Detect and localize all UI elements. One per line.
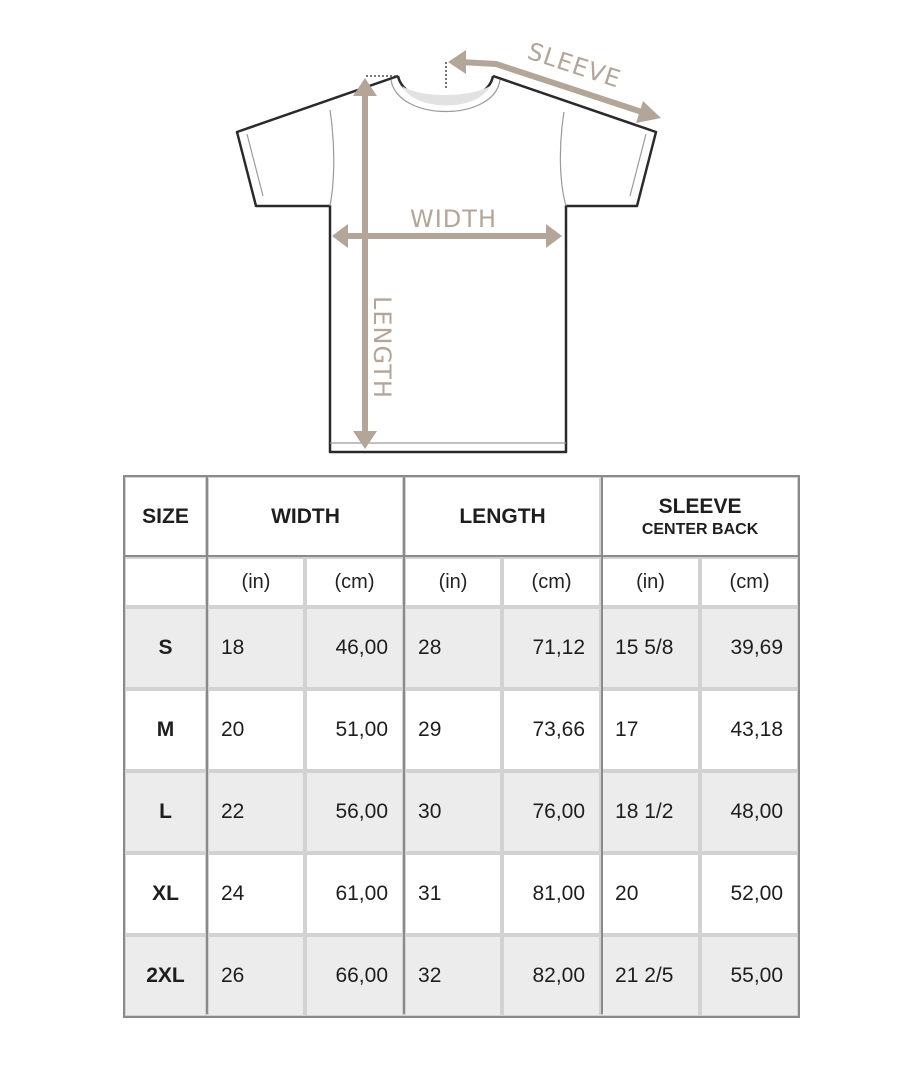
length-cm-cell: 71,12 (502, 607, 601, 689)
width-arrowhead-left (332, 224, 348, 248)
width-in-cell: 24 (207, 853, 305, 935)
sleeve-cm-cell: 43,18 (700, 689, 799, 771)
sleeve-label: SLEEVE (524, 37, 625, 94)
width-arrowhead-right (546, 224, 562, 248)
length-in-cell: 31 (404, 853, 502, 935)
table-row (124, 935, 799, 1017)
seam-left (330, 110, 334, 206)
sleeve-hem-right (630, 134, 646, 196)
header-width: WIDTH (207, 476, 404, 557)
length-in-cell: 28 (404, 607, 502, 689)
width-in-cell: 18 (207, 607, 305, 689)
unit-cm: (cm) (305, 557, 404, 607)
sleeve-in-cell: 20 (601, 853, 700, 935)
size-cell: M (124, 689, 207, 771)
sleeve-cm-cell: 39,69 (700, 607, 799, 689)
units-row (124, 557, 799, 607)
unit-cm: (cm) (502, 557, 601, 607)
table-row (124, 689, 799, 771)
length-cm-cell: 82,00 (502, 935, 601, 1017)
length-in-cell: 32 (404, 935, 502, 1017)
width-cm-cell: 46,00 (305, 607, 404, 689)
header-sleeve (601, 476, 799, 557)
width-in-cell: 26 (207, 935, 305, 1017)
size-cell: L (124, 771, 207, 853)
size-cell: S (124, 607, 207, 689)
length-in-cell: 29 (404, 689, 502, 771)
header-row (124, 476, 799, 557)
unit-cm: (cm) (700, 557, 799, 607)
width-in-cell: 20 (207, 689, 305, 771)
header-length: LENGTH (404, 476, 601, 557)
sleeve-hem-left (247, 134, 263, 196)
width-cm-cell: 66,00 (305, 935, 404, 1017)
tshirt-outline (237, 76, 656, 452)
length-arrowhead-top (353, 78, 377, 96)
sleeve-in-cell: 17 (601, 689, 700, 771)
length-arrowhead-bottom (353, 431, 377, 449)
units-blank (124, 557, 207, 607)
collar-back (402, 86, 490, 106)
size-chart-table (124, 476, 799, 1017)
tshirt-measurement-diagram (0, 0, 900, 470)
unit-in: (in) (404, 557, 502, 607)
table-row (124, 771, 799, 853)
unit-in: (in) (207, 557, 305, 607)
length-label: LENGTH (368, 296, 396, 399)
width-label: WIDTH (410, 205, 497, 233)
length-cm-cell: 76,00 (502, 771, 601, 853)
sleeve-arrowhead-left (448, 50, 466, 74)
length-cm-cell: 81,00 (502, 853, 601, 935)
table-row (124, 853, 799, 935)
width-cm-cell: 51,00 (305, 689, 404, 771)
seam-right (560, 112, 566, 206)
sleeve-in-cell: 15 5/8 (601, 607, 700, 689)
sleeve-cm-cell: 52,00 (700, 853, 799, 935)
unit-in: (in) (601, 557, 700, 607)
length-in-cell: 30 (404, 771, 502, 853)
length-cm-cell: 73,66 (502, 689, 601, 771)
size-cell: XL (124, 853, 207, 935)
width-cm-cell: 61,00 (305, 853, 404, 935)
sleeve-in-cell: 18 1/2 (601, 771, 700, 853)
header-sleeve-title: SLEEVE (658, 494, 742, 518)
sleeve-in-cell: 21 2/5 (601, 935, 700, 1017)
sleeve-cm-cell: 55,00 (700, 935, 799, 1017)
header-sleeve-subtitle: CENTER BACK (641, 520, 759, 538)
header-size: SIZE (124, 476, 207, 557)
width-in-cell: 22 (207, 771, 305, 853)
sleeve-cm-cell: 48,00 (700, 771, 799, 853)
table-row (124, 607, 799, 689)
size-cell: 2XL (124, 935, 207, 1017)
sleeve-arrowhead-right (636, 101, 661, 123)
width-cm-cell: 56,00 (305, 771, 404, 853)
